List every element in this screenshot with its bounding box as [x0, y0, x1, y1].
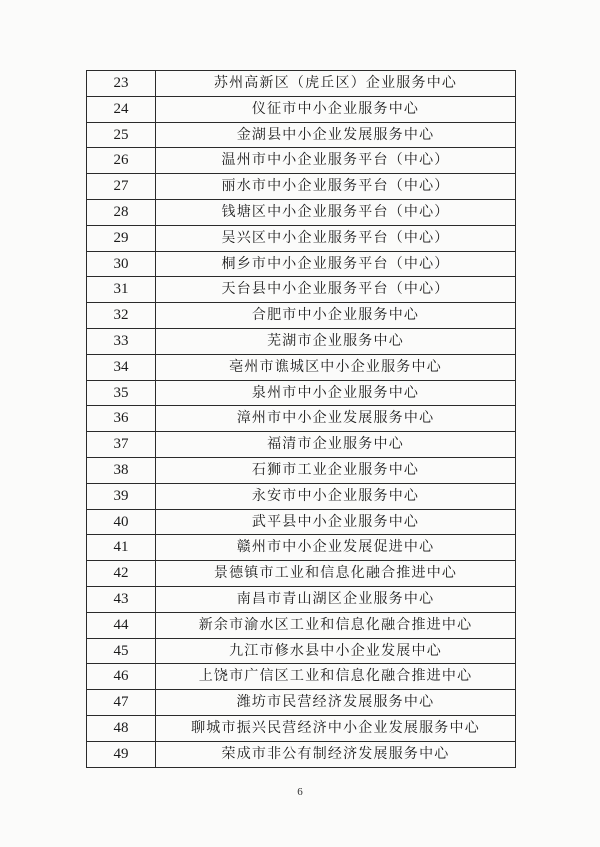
organization-name: 赣州市中小企业发展促进中心	[156, 535, 516, 561]
table-row	[87, 328, 516, 354]
table-row	[87, 561, 516, 587]
table-row	[87, 664, 516, 690]
organization-name: 新余市渝水区工业和信息化融合推进中心	[156, 612, 516, 638]
table-row	[87, 199, 516, 225]
organization-name: 吴兴区中小企业服务平台（中心）	[156, 225, 516, 251]
table-row	[87, 174, 516, 200]
row-number: 23	[87, 71, 156, 97]
row-number: 36	[87, 406, 156, 432]
row-number: 27	[87, 174, 156, 200]
table-row	[87, 432, 516, 458]
table-row	[87, 251, 516, 277]
table-row	[87, 148, 516, 174]
table-row	[87, 741, 516, 767]
row-number: 47	[87, 690, 156, 716]
organization-name: 天台县中小企业服务平台（中心）	[156, 277, 516, 303]
organization-name: 漳州市中小企业发展服务中心	[156, 406, 516, 432]
row-number: 25	[87, 122, 156, 148]
organization-name: 荣成市非公有制经济发展服务中心	[156, 741, 516, 767]
organization-name: 丽水市中小企业服务平台（中心）	[156, 174, 516, 200]
table-row	[87, 96, 516, 122]
row-number: 41	[87, 535, 156, 561]
row-number: 49	[87, 741, 156, 767]
row-number: 44	[87, 612, 156, 638]
row-number: 32	[87, 303, 156, 329]
row-number: 43	[87, 586, 156, 612]
table-row	[87, 457, 516, 483]
organization-name: 景德镇市工业和信息化融合推进中心	[156, 561, 516, 587]
organization-name: 芜湖市企业服务中心	[156, 328, 516, 354]
row-number: 42	[87, 561, 156, 587]
row-number: 48	[87, 715, 156, 741]
row-number: 37	[87, 432, 156, 458]
row-number: 46	[87, 664, 156, 690]
table-row	[87, 535, 516, 561]
organization-name: 金湖县中小企业发展服务中心	[156, 122, 516, 148]
table-row	[87, 122, 516, 148]
row-number: 40	[87, 509, 156, 535]
page-number: 6	[297, 786, 303, 798]
table-row	[87, 690, 516, 716]
row-number: 28	[87, 199, 156, 225]
table-row	[87, 612, 516, 638]
table-row	[87, 303, 516, 329]
table-row	[87, 483, 516, 509]
table-body	[87, 71, 516, 768]
row-number: 31	[87, 277, 156, 303]
table-row	[87, 586, 516, 612]
organization-name: 苏州高新区（虎丘区）企业服务中心	[156, 71, 516, 97]
table-row	[87, 380, 516, 406]
organization-name: 南昌市青山湖区企业服务中心	[156, 586, 516, 612]
table-row	[87, 277, 516, 303]
row-number: 30	[87, 251, 156, 277]
organization-name: 武平县中小企业服务中心	[156, 509, 516, 535]
organization-name: 永安市中小企业服务中心	[156, 483, 516, 509]
row-number: 34	[87, 354, 156, 380]
organization-name: 上饶市广信区工业和信息化融合推进中心	[156, 664, 516, 690]
table-row	[87, 71, 516, 97]
table-row	[87, 638, 516, 664]
row-number: 38	[87, 457, 156, 483]
row-number: 35	[87, 380, 156, 406]
row-number: 45	[87, 638, 156, 664]
table-row	[87, 406, 516, 432]
table-row	[87, 715, 516, 741]
organization-name: 潍坊市民营经济发展服务中心	[156, 690, 516, 716]
table-row	[87, 225, 516, 251]
organization-name: 仪征市中小企业服务中心	[156, 96, 516, 122]
organization-name: 石狮市工业企业服务中心	[156, 457, 516, 483]
organization-name: 聊城市振兴民营经济中小企业发展服务中心	[156, 715, 516, 741]
row-number: 33	[87, 328, 156, 354]
organization-name: 钱塘区中小企业服务平台（中心）	[156, 199, 516, 225]
organization-name: 福清市企业服务中心	[156, 432, 516, 458]
row-number: 26	[87, 148, 156, 174]
organization-name: 温州市中小企业服务平台（中心）	[156, 148, 516, 174]
row-number: 39	[87, 483, 156, 509]
organization-name: 亳州市谯城区中小企业服务中心	[156, 354, 516, 380]
table-row	[87, 509, 516, 535]
row-number: 24	[87, 96, 156, 122]
organization-name: 九江市修水县中小企业发展中心	[156, 638, 516, 664]
table-row	[87, 354, 516, 380]
row-number: 29	[87, 225, 156, 251]
organization-name: 桐乡市中小企业服务平台（中心）	[156, 251, 516, 277]
organization-table	[86, 70, 516, 768]
organization-name: 泉州市中小企业服务中心	[156, 380, 516, 406]
organization-name: 合肥市中小企业服务中心	[156, 303, 516, 329]
